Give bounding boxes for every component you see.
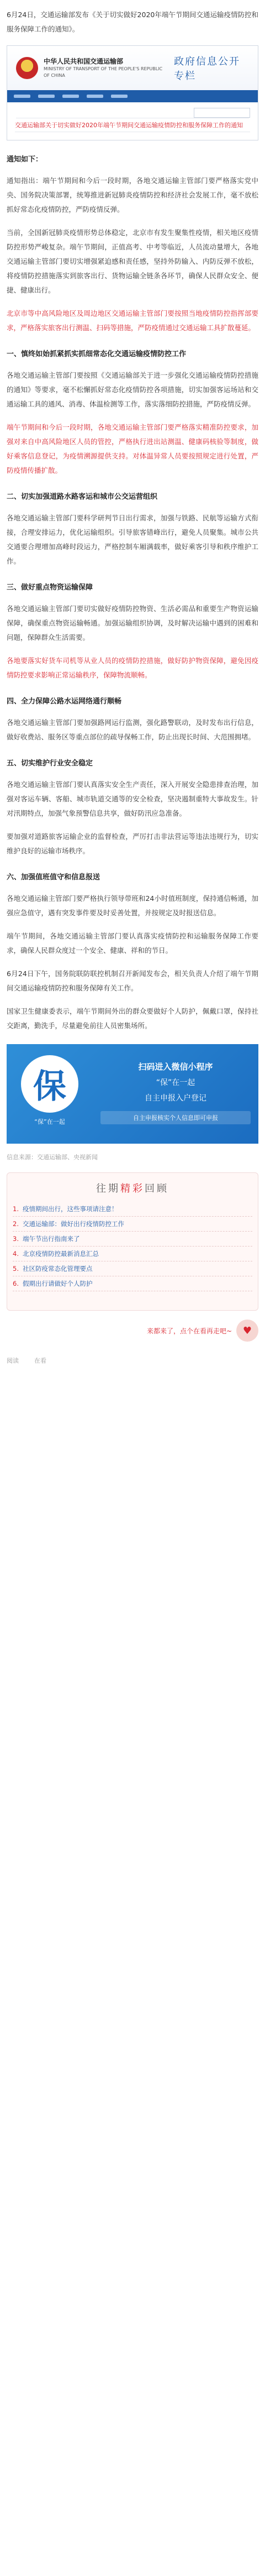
source-text: 信息来源：交通运输部、央视新闻	[7, 1154, 98, 1161]
review-item[interactable]	[13, 1202, 252, 1217]
section-heading: 六、加强值班值守和信息报送	[7, 873, 100, 882]
miniprogram-code-icon: 保	[21, 1055, 78, 1113]
section-heading: 五、切实维护行业安全稳定	[7, 759, 93, 768]
article-page	[0, 8, 265, 2576]
paragraph: 通知指出：端午节期间和今后一段时期，各地交通运输主管部门要严格落实党中央、国务院决策部署，统筹推进新冠肺炎疫情防控和经济社会发展工作，毫不放松抓好常态化疫情防控，严防疫情反弹。	[7, 176, 258, 213]
nav-item	[87, 95, 103, 98]
review-item-title: 社区防疫常态化管理要点	[23, 1265, 93, 1273]
sections	[7, 348, 258, 958]
nav-item	[111, 95, 128, 98]
review-title-b: 精彩	[120, 1183, 145, 1195]
review-item[interactable]	[13, 1261, 252, 1276]
review-item-number: 4.	[13, 1250, 19, 1258]
qr-line3: 自主申报入户登记	[145, 1094, 206, 1103]
qr-line1: 扫码进入微信小程序	[138, 1062, 213, 1072]
review-item-number: 5.	[13, 1265, 19, 1273]
paragraph: 各地要落实好货车司机等从业人员的疫情防控措施，做好防护物资保障，避免因疫情防控要求影响正常运输秩序，保障物流顺畅。	[7, 656, 258, 679]
review-item[interactable]	[13, 1247, 252, 1261]
paragraph: 当前，全国新冠肺炎疫情形势总体稳定，北京市有发生聚集性疫情，相关地区疫情防控形势严峻复杂。端午节期间，正值高考、中考等临近，人员流动量增大，各地交通运输主管部门要切实增强紧迫感和责任感，坚持外防输入、内防反弹不放松，将疫情防控措施落实到旅客出行、货物运输全链条各环节，确保人民群众安全、便捷、健康出行。	[7, 228, 258, 294]
review-item-title: 假期出行请做好个人防护	[23, 1280, 93, 1287]
review-box	[7, 1172, 258, 1311]
review-item-number: 2.	[13, 1220, 19, 1228]
paragraph: 要加强对道路旅客运输企业的监督检查，严厉打击非法营运等违法违规行为，切实维护良好的运输市场秩序。	[7, 832, 258, 855]
closing-paragraphs	[7, 967, 258, 1033]
site-name-en: MINISTRY OF TRANSPORT OF THE PEOPLE'S REPUBLIC OF CHINA	[44, 66, 163, 78]
paragraph: 各地交通运输主管部门要按照《交通运输部关于进一步强化交通运输疫情防控措施的通知》等要求，毫不松懈抓好常态化疫情防控各项措施，切实加强客运场站和交通运输工具的通风、消毒、体温检测等工作，落实落细防控措施，严防疫情反弹。	[7, 371, 258, 408]
review-list	[13, 1202, 252, 1291]
site-header	[7, 46, 258, 90]
review-item-title: 疫情期间出行，这些事项请注意！	[23, 1205, 118, 1213]
review-item-title: 北京疫情防控最新消息汇总	[23, 1250, 99, 1258]
heart-icon[interactable]: ♥	[236, 1320, 258, 1342]
notice-paragraphs	[7, 174, 258, 335]
site-open-title: 政府信息公开专栏	[174, 56, 241, 82]
site-name-block	[44, 57, 164, 79]
nav-item	[62, 95, 79, 98]
article-content	[0, 8, 265, 1372]
footer	[7, 1349, 258, 1372]
review-item-number: 1.	[13, 1205, 19, 1213]
review-item[interactable]	[13, 1232, 252, 1247]
section-heading: 二、切实加强道路水路客运和城市公交运营组织	[7, 493, 158, 501]
site-search-box	[194, 108, 250, 118]
qr-left	[17, 1055, 83, 1127]
review-title	[13, 1181, 252, 1195]
like-label[interactable]: 在看	[34, 1357, 46, 1364]
site-caption: 交通运输部关于切实做好2020年端午节期间交通运输疫情防控和服务保障工作的通知	[15, 122, 250, 132]
review-item[interactable]	[13, 1276, 252, 1291]
qr-right	[100, 1061, 251, 1124]
intro-paragraph: 6月24日，交通运输部发布《关于切实做好2020年端午节期间交通运输疫情防控和服务保障工作的通知》。	[7, 11, 258, 33]
national-emblem-icon	[16, 57, 38, 79]
nav-item	[38, 95, 55, 98]
paragraph: 北京市等中高风险地区及周边地区交通运输主管部门要按照当地疫情防控指挥部要求，严格落实旅客出行测温、扫码等措施，严防疫情通过交通运输工具扩散蔓延。	[7, 309, 258, 332]
section-heading: 一、慎终如始抓紧抓实抓细常态化交通运输疫情防控工作	[7, 350, 187, 358]
review-item-number: 6.	[13, 1280, 19, 1287]
site-name: 中华人民共和国交通运输部	[44, 58, 124, 65]
qr-banner[interactable]	[7, 1044, 258, 1144]
review-title-c: 回顾	[145, 1183, 169, 1195]
website-screenshot	[7, 45, 258, 140]
paragraph: 各地交通运输主管部门要严格执行领导带班和24小时值班制度，保持通信畅通，加强应急值守，遇有突发事件要及时妥善处置，并按规定及时报送信息。	[7, 894, 258, 917]
paragraph: 6月24日下午，国务院联防联控机制召开新闻发布会，相关负责人介绍了端午节期间交通运输疫情防控和服务保障有关工作。	[7, 969, 258, 992]
qr-line4: 自主申报核实个人信息即可申报	[100, 1111, 251, 1124]
review-title-a: 往期	[96, 1183, 120, 1195]
review-item-number: 3.	[13, 1235, 19, 1243]
review-item[interactable]	[13, 1217, 252, 1232]
paragraph: 各地交通运输主管部门要认真落实安全生产责任，深入开展安全隐患排查治理，加强对客运车辆、客船、城市轨道交通等的安全检查，坚决遏制重特大事故发生。针对汛期特点，加强气象预警信息共享，做好防汛应急准备。	[7, 780, 258, 817]
nav-item	[14, 95, 30, 98]
paragraph: 端午节期间，各地交通运输主管部门要认真落实疫情防控和运输服务保障工作要求，确保人民群众度过一个安全、健康、祥和的节日。	[7, 932, 258, 955]
qr-line2: “保”在一起	[156, 1078, 195, 1087]
notice-heading: 通知如下：	[7, 155, 43, 164]
bottom-row	[7, 1320, 258, 1342]
paragraph: 各地交通运输主管部门要科学研判节日出行需求，加强与铁路、民航等运输方式衔接，合理安排运力，优化运输组织。引导旅客错峰出行，避免人员聚集。城市公共交通要合理增加高峰时段运力，严格控制车厢满载率，做好乘客引导和秩序维护工作。	[7, 514, 258, 565]
review-item-title: 交通运输部：做好出行疫情防控工作	[23, 1220, 124, 1228]
read-label: 阅读	[7, 1357, 19, 1364]
review-item-title: 端午节出行指南来了	[23, 1235, 80, 1243]
paragraph: 各地交通运输主管部门要加强路网运行监测，强化路警联动，及时发布出行信息，做好收费站、服务区等重点部位的疏导保畅工作，防止出现长时间、大范围拥堵。	[7, 718, 258, 741]
section-heading: 四、全力保障公路水运网络通行顺畅	[7, 697, 122, 706]
paragraph: 端午节期间和今后一段时期，各地交通运输主管部门要严格落实精准防控要求，加强对来自中高风险地区人员的管控，严格执行进出站测温、健康码核验等制度，做好乘客信息登记，为疫情溯源提供支持。对体温异常人员要按照规定进行处置，严防疫情传播扩散。	[7, 423, 258, 474]
like-prompt: 来都来了，点个在看再走吧~	[146, 1327, 232, 1335]
section-heading: 三、做好重点物资运输保障	[7, 583, 93, 592]
paragraph: 国家卫生健康委表示，端午节期间外出的群众要做好个人防护，佩戴口罩，保持社交距离，勤洗手，尽量避免前往人员密集场所。	[7, 1007, 258, 1030]
site-nav	[7, 90, 258, 102]
qr-left-label: “保”在一起	[34, 1118, 65, 1125]
paragraph: 各地交通运输主管部门要切实做好疫情防控物资、生活必需品和重要生产物资运输保障，确保重点物资运输畅通。加强运输组织协调，及时解决运输中遇到的困难和问题，保障群众生活需要。	[7, 604, 258, 642]
